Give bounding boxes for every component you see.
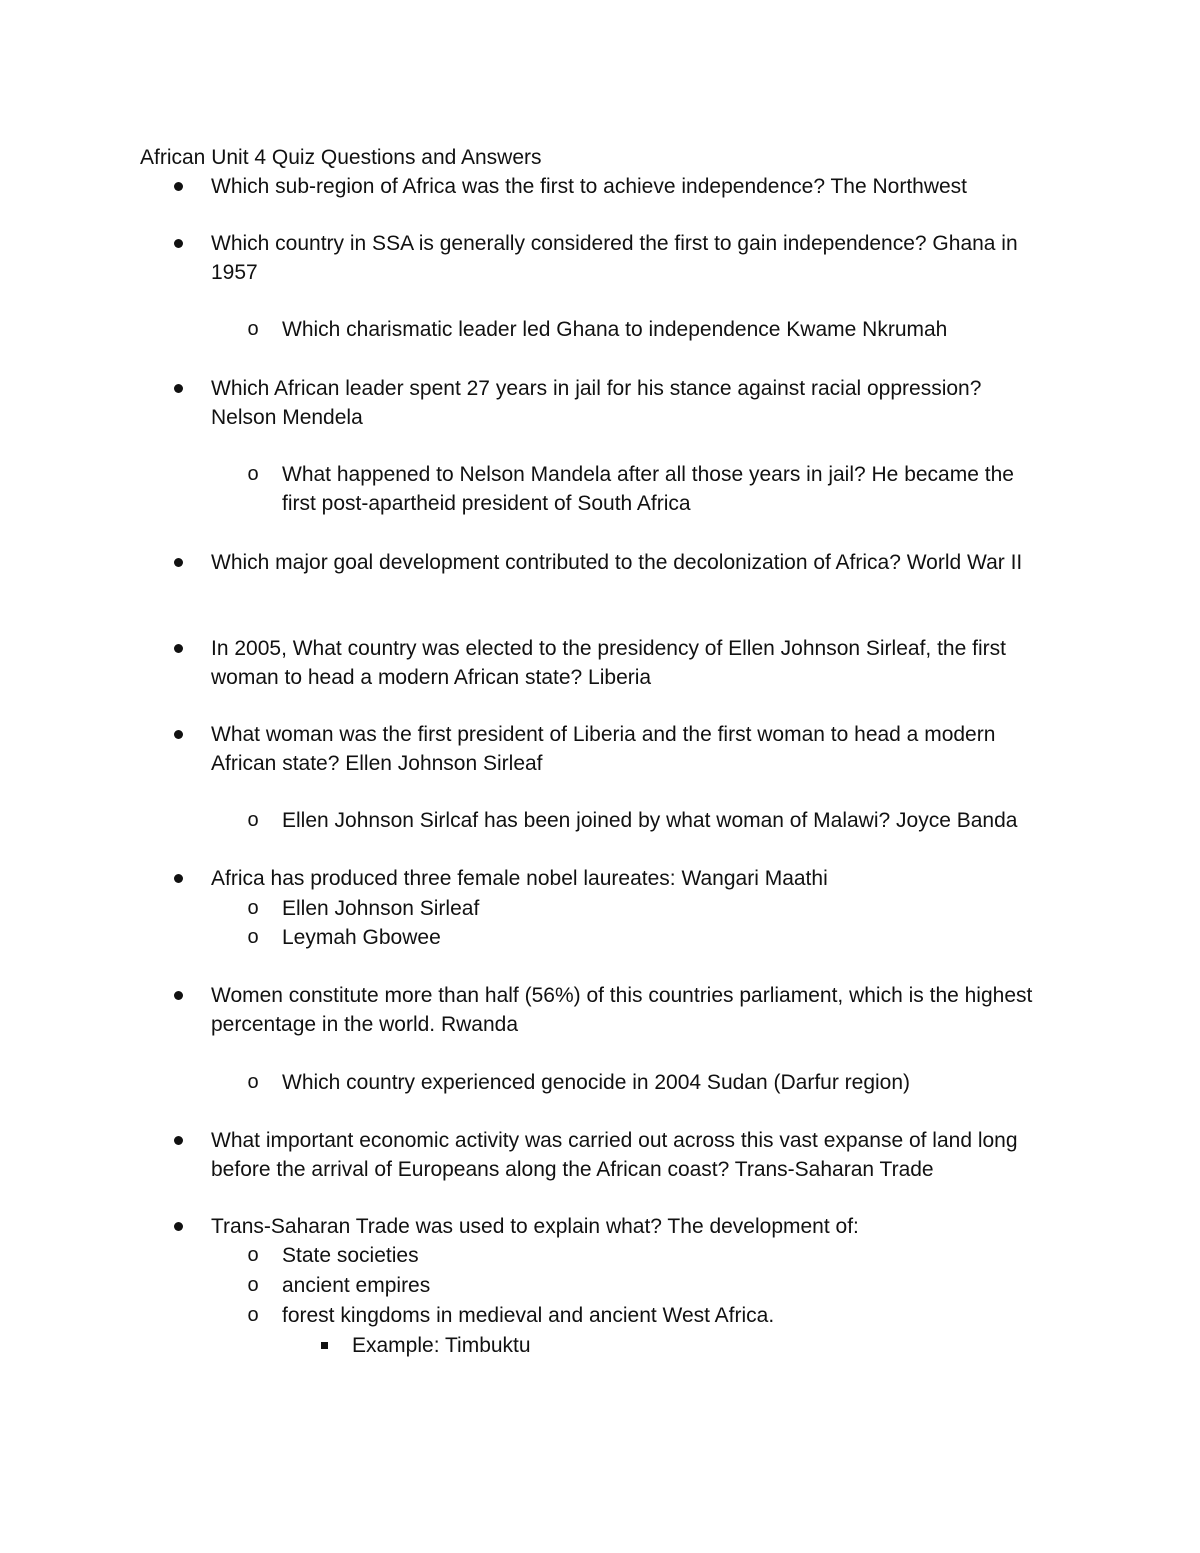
document-title: African Unit 4 Quiz Questions and Answers: [140, 146, 542, 169]
hollow-bullet-icon: o: [247, 809, 259, 831]
list-item: [247, 1271, 1052, 1300]
list-item: [211, 229, 1051, 287]
list-item: [211, 1126, 1051, 1184]
list-item-text: Which major goal development contributed to the decolonization of Africa? World War II: [211, 551, 1023, 574]
list-item-text: Which sub-region of Africa was the first to achieve independence? The Northwest: [211, 175, 968, 198]
list-item: [211, 172, 1051, 201]
bullet-icon: [171, 981, 185, 1010]
list-item-text: Which African leader spent 27 years in jail for his stance against racial oppression? Nelson Mendela: [211, 377, 982, 429]
list-item-text: Which country experienced genocide in 2004 Sudan (Darfur region): [282, 1071, 911, 1094]
list-item: [211, 981, 1051, 1039]
bullet-icon: [171, 864, 185, 893]
list-item-text: Which charismatic leader led Ghana to independence Kwame Nkrumah: [282, 318, 948, 341]
hollow-bullet-icon: o: [247, 1244, 259, 1266]
list-item: [247, 923, 1052, 952]
bullet-icon: [171, 720, 185, 749]
list-item: [211, 374, 1051, 432]
list-item-text: Africa has produced three female nobel laureates: Wangari Maathi: [211, 867, 828, 890]
list-item: [247, 894, 1052, 923]
list-item-text: Which country in SSA is generally considered the first to gain independence? Ghana in 1957: [211, 232, 1018, 284]
list-item-text: ancient empires: [282, 1274, 431, 1297]
list-item: [211, 634, 1051, 692]
bullet-icon: [171, 172, 185, 201]
hollow-bullet-icon: o: [247, 463, 259, 485]
list-item: [352, 1331, 1052, 1360]
list-item-text: forest kingdoms in medieval and ancient West Africa.: [282, 1304, 775, 1327]
list-item: [211, 720, 1051, 778]
list-item-text: Ellen Johnson Sirlcaf has been joined by what woman of Malawi? Joyce Banda: [282, 809, 1018, 832]
list-item-text: State societies: [282, 1244, 419, 1267]
hollow-bullet-icon: o: [247, 897, 259, 919]
hollow-bullet-icon: o: [247, 318, 259, 340]
bullet-icon: [171, 229, 185, 258]
list-item: [211, 864, 1051, 893]
bullet-icon: [171, 374, 185, 403]
hollow-bullet-icon: o: [247, 1274, 259, 1296]
list-item: [247, 1301, 1052, 1330]
list-item-text: Example: Timbuktu: [352, 1334, 531, 1357]
hollow-bullet-icon: o: [247, 1304, 259, 1326]
list-item-text: Trans-Saharan Trade was used to explain what? The development of:: [211, 1215, 859, 1238]
hollow-bullet-icon: o: [247, 1071, 259, 1093]
bullet-icon: [171, 1126, 185, 1155]
hollow-bullet-icon: o: [247, 926, 259, 948]
list-item: [247, 1068, 1052, 1097]
list-item-text: Leymah Gbowee: [282, 926, 441, 949]
bullet-icon: [171, 1212, 185, 1241]
bullet-icon: [171, 548, 185, 577]
list-item: [211, 548, 1051, 577]
list-item-text: Women constitute more than half (56%) of this countries parliament, which is the highest percentage in the world. Rwanda: [211, 984, 1033, 1036]
list-item: [247, 460, 1052, 518]
square-bullet-icon: [318, 1331, 330, 1360]
list-item: [247, 1241, 1052, 1270]
list-item: [211, 1212, 1051, 1241]
list-item-text: In 2005, What country was elected to the presidency of Ellen Johnson Sirleaf, the first woman to head a modern African state? Liberia: [211, 637, 1006, 689]
list-item-text: What woman was the first president of Liberia and the first woman to head a modern African state? Ellen Johnson Sirleaf: [211, 723, 996, 775]
list-item-text: Ellen Johnson Sirleaf: [282, 897, 480, 920]
list-item: [247, 806, 1052, 835]
list-item-text: What important economic activity was carried out across this vast expanse of land long before the arrival of Europeans along the African coast? Trans-Saharan Trade: [211, 1129, 1018, 1181]
bullet-icon: [171, 634, 185, 663]
list-item-text: What happened to Nelson Mandela after all those years in jail? He became the first post-apartheid president of South Africa: [282, 463, 1014, 515]
list-item: [247, 315, 1052, 344]
